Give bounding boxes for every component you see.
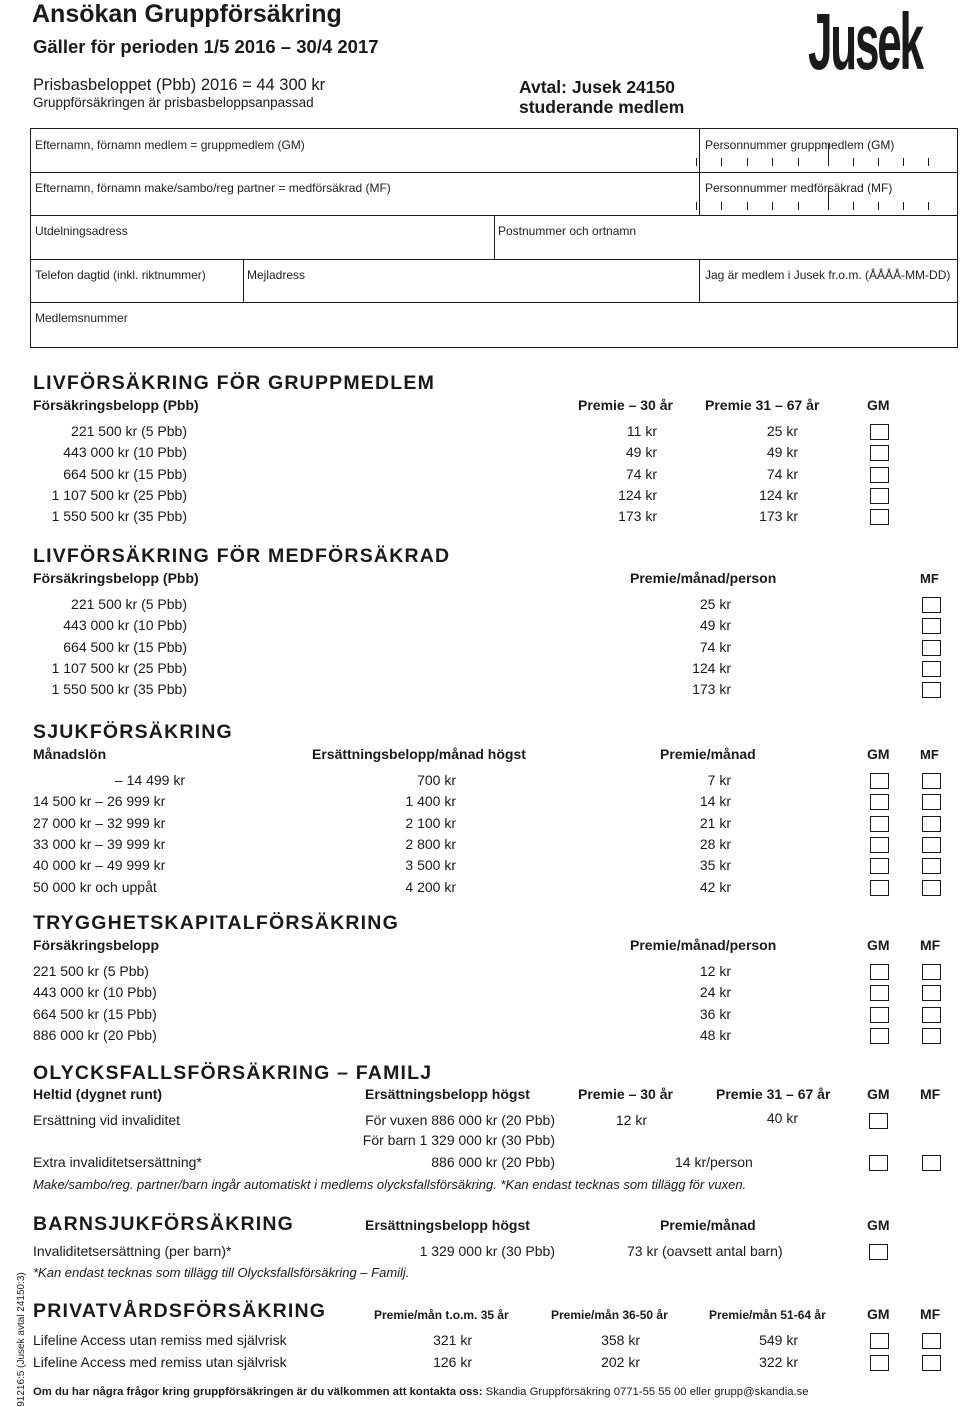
trygg-mf-checkbox[interactable] bbox=[922, 964, 941, 980]
sjuk-benefit: 4 200 kr bbox=[405, 878, 456, 895]
privat-col5: GM bbox=[867, 1306, 890, 1322]
sjuk-premie: 28 kr bbox=[699, 835, 731, 852]
page-title: Ansökan Gruppförsäkring bbox=[32, 0, 342, 28]
sjuk-mf-checkbox[interactable] bbox=[922, 794, 941, 810]
liv-gm-premie67: 25 kr bbox=[766, 423, 798, 439]
pnr-tick bbox=[928, 158, 929, 166]
pnr-tick bbox=[928, 202, 929, 210]
sjuk-salary: – 14 499 kr bbox=[114, 772, 185, 788]
trygg-premie: 12 kr bbox=[699, 963, 731, 979]
trygg-mf-checkbox[interactable] bbox=[922, 985, 941, 1001]
olycka-row2-mf-checkbox[interactable] bbox=[922, 1155, 941, 1171]
side-code: 91216:5 (Jusek avtal 24150:3) bbox=[15, 1272, 27, 1407]
member-name-field[interactable]: Efternamn, förnamn medlem = gruppmedlem (GM) bbox=[35, 138, 305, 152]
barn-row-premie: 73 kr (oavsett antal barn) bbox=[627, 1243, 783, 1259]
liv-gm-premie30: 74 kr bbox=[625, 465, 657, 482]
liv-gm-checkbox[interactable] bbox=[870, 467, 889, 483]
privat-premie35: 321 kr bbox=[433, 1332, 472, 1348]
olycka-row2-premie: 14 kr/person bbox=[675, 1154, 753, 1170]
section-title-liv-mf: LIVFÖRSÄKRING FÖR MEDFÖRSÄKRAD bbox=[33, 545, 451, 567]
barn-col3: Premie/månad bbox=[660, 1217, 756, 1233]
liv-mf-amount: 1 107 500 kr (25 Pbb) bbox=[51, 659, 187, 676]
liv-gm-col3: Premie 31 – 67 år bbox=[705, 397, 820, 413]
agreement-sub: studerande medlem bbox=[519, 97, 685, 117]
sjuk-benefit: 3 500 kr bbox=[405, 857, 456, 874]
sjuk-premie: 7 kr bbox=[707, 772, 731, 788]
liv-gm-premie67: 173 kr bbox=[759, 508, 798, 525]
trygg-gm-checkbox[interactable] bbox=[870, 1028, 889, 1044]
barn-col2: Ersättningsbelopp högst bbox=[365, 1217, 530, 1233]
olycka-col6: MF bbox=[920, 1086, 941, 1102]
olycka-row1-label: Ersättning vid invaliditet bbox=[33, 1112, 181, 1128]
liv-mf-checkbox[interactable] bbox=[922, 597, 941, 613]
trygg-amount: 221 500 kr (5 Pbb) bbox=[33, 963, 149, 979]
liv-mf-premie: 74 kr bbox=[699, 638, 731, 655]
trygg-amount: 443 000 kr (10 Pbb) bbox=[33, 984, 157, 1001]
sjuk-salary: 27 000 kr – 32 999 kr bbox=[33, 814, 166, 831]
sjuk-col2: Ersättningsbelopp/månad högst bbox=[312, 746, 526, 762]
liv-mf-checkbox[interactable] bbox=[922, 661, 941, 677]
trygg-col3: GM bbox=[867, 937, 890, 953]
pnr-tick bbox=[772, 202, 773, 210]
trygg-gm-checkbox[interactable] bbox=[870, 964, 889, 980]
privat-mf-checkbox[interactable] bbox=[922, 1355, 941, 1371]
olycka-col4: Premie 31 – 67 år bbox=[716, 1086, 831, 1102]
olycka-col3: Premie – 30 år bbox=[578, 1086, 673, 1102]
section-title-trygg: TRYGGHETSKAPITALFÖRSÄKRING bbox=[33, 912, 399, 934]
liv-mf-amount: 1 550 500 kr (35 Pbb) bbox=[51, 681, 187, 698]
liv-mf-premie: 124 kr bbox=[692, 659, 731, 676]
liv-mf-checkbox[interactable] bbox=[922, 618, 941, 634]
liv-mf-premie: 49 kr bbox=[699, 617, 731, 634]
liv-gm-amount: 1 107 500 kr (25 Pbb) bbox=[51, 486, 187, 503]
liv-gm-col2: Premie – 30 år bbox=[578, 397, 673, 413]
sjuk-mf-checkbox[interactable] bbox=[922, 880, 941, 896]
liv-mf-premie: 173 kr bbox=[692, 681, 731, 698]
trygg-col1: Försäkringsbelopp bbox=[33, 937, 160, 953]
sjuk-salary: 14 500 kr – 26 999 kr bbox=[33, 793, 166, 810]
jusek-logo: Jusek bbox=[808, 0, 922, 86]
contact-info: Skandia Gruppförsäkring 0771-55 55 00 eller grupp@skandia.se bbox=[482, 1386, 809, 1398]
liv-mf-premie: 25 kr bbox=[699, 596, 731, 612]
sjuk-mf-checkbox[interactable] bbox=[922, 816, 941, 832]
olycka-note: Make/sambo/reg. partner/barn ingår automatiskt i medlems olycksfallsförsäkring. *Kan endast tecknas som tillägg för vuxen. bbox=[33, 1177, 747, 1192]
pnr-tick bbox=[853, 202, 854, 210]
sjuk-col1: Månadslön bbox=[33, 746, 107, 762]
trygg-col2: Premie/månad/person bbox=[630, 937, 777, 953]
privat-col4: Premie/mån 51-64 år bbox=[709, 1308, 826, 1322]
pnr-tick bbox=[903, 202, 904, 210]
olycka-col5: GM bbox=[867, 1086, 890, 1102]
liv-gm-checkbox[interactable] bbox=[870, 424, 889, 440]
barn-col4: GM bbox=[867, 1217, 890, 1233]
pnr-tick bbox=[853, 158, 854, 166]
privat-gm-checkbox[interactable] bbox=[870, 1333, 889, 1349]
liv-gm-checkbox[interactable] bbox=[870, 445, 889, 461]
privat-premie50: 202 kr bbox=[601, 1353, 640, 1370]
sjuk-premie: 21 kr bbox=[699, 814, 731, 831]
trygg-gm-checkbox[interactable] bbox=[870, 985, 889, 1001]
olycka-row1-gm-checkbox[interactable] bbox=[869, 1113, 888, 1129]
olycka-col1: Heltid (dygnet runt) bbox=[33, 1086, 163, 1102]
liv-mf-col2: Premie/månad/person bbox=[630, 570, 777, 586]
olycka-row2-label: Extra invaliditetsersättning* bbox=[33, 1154, 202, 1170]
address-field[interactable]: Utdelningsadress bbox=[35, 224, 128, 238]
privat-mf-checkbox[interactable] bbox=[922, 1333, 941, 1349]
sjuk-premie: 14 kr bbox=[699, 793, 731, 810]
trygg-premie: 24 kr bbox=[699, 984, 731, 1001]
privat-premie50: 358 kr bbox=[601, 1332, 640, 1348]
pnr-tick bbox=[747, 202, 748, 210]
pnr-tick bbox=[772, 158, 773, 166]
sjuk-gm-checkbox[interactable] bbox=[870, 773, 889, 789]
trygg-gm-checkbox[interactable] bbox=[870, 1007, 889, 1023]
olycka-col2: Ersättningsbelopp högst bbox=[365, 1086, 530, 1102]
liv-gm-premie30: 124 kr bbox=[618, 486, 657, 503]
liv-gm-amount: 443 000 kr (10 Pbb) bbox=[63, 444, 187, 461]
sjuk-benefit: 2 800 kr bbox=[405, 835, 456, 852]
liv-gm-premie30: 49 kr bbox=[625, 444, 657, 461]
member-since-field[interactable]: Jag är medlem i Jusek fr.o.m. (ÅÅÅÅ-MM-DD) bbox=[705, 268, 951, 282]
privat-product: Lifeline Access med remiss utan självrisk bbox=[33, 1353, 287, 1370]
pnr-tick bbox=[903, 158, 904, 166]
liv-gm-premie30: 11 kr bbox=[626, 423, 657, 439]
pnr-tick bbox=[721, 158, 722, 166]
barn-gm-checkbox[interactable] bbox=[869, 1244, 888, 1260]
section-title-barn: BARNSJUKFÖRSÄKRING bbox=[33, 1213, 295, 1235]
privat-col3: Premie/mån 36-50 år bbox=[551, 1308, 668, 1322]
applicant-form bbox=[30, 128, 958, 348]
member-number-field[interactable]: Medlemsnummer bbox=[35, 311, 128, 325]
liv-gm-col1: Försäkringsbelopp (Pbb) bbox=[33, 397, 199, 413]
barn-row-label: Invaliditetsersättning (per barn)* bbox=[33, 1243, 232, 1259]
privat-premie64: 322 kr bbox=[759, 1353, 798, 1370]
pnr-tick bbox=[878, 158, 879, 166]
section-title-olycka: OLYCKSFALLSFÖRSÄKRING – FAMILJ bbox=[33, 1062, 433, 1084]
email-field[interactable]: Mejladress bbox=[247, 268, 306, 282]
barn-note: *Kan endast tecknas som tillägg till Olycksfallsförsäkring – Familj. bbox=[33, 1265, 410, 1280]
liv-mf-amount: 221 500 kr (5 Pbb) bbox=[71, 596, 187, 612]
liv-gm-premie30: 173 kr bbox=[618, 508, 657, 525]
pnr-tick bbox=[798, 202, 799, 210]
sjuk-gm-checkbox[interactable] bbox=[870, 858, 889, 874]
liv-gm-premie67: 74 kr bbox=[766, 465, 798, 482]
olycka-row1-premie67: 40 kr bbox=[766, 1110, 798, 1126]
pnr-tick bbox=[798, 158, 799, 166]
sjuk-gm-checkbox[interactable] bbox=[870, 837, 889, 853]
liv-gm-premie67: 124 kr bbox=[759, 486, 798, 503]
trygg-col4: MF bbox=[920, 937, 941, 953]
sjuk-premie: 42 kr bbox=[699, 878, 731, 895]
liv-gm-col4: GM bbox=[867, 397, 890, 413]
trygg-premie: 48 kr bbox=[699, 1026, 731, 1043]
olycka-row2-amount: 886 000 kr (20 Pbb) bbox=[431, 1154, 555, 1170]
pbb-text: Prisbasbeloppet (Pbb) 2016 = 44 300 kr bbox=[33, 76, 326, 94]
olycka-row1-adult: För vuxen 886 000 kr (20 Pbb) bbox=[365, 1112, 555, 1128]
liv-gm-premie67: 49 kr bbox=[766, 444, 798, 461]
pbb-note: Gruppförsäkringen är prisbasbeloppsanpassad bbox=[33, 95, 314, 110]
contact-bold: Om du har några frågor kring gruppförsäkringen är du välkommen att kontakta oss: bbox=[33, 1386, 483, 1398]
pnr-tick bbox=[696, 202, 697, 210]
sjuk-col5: MF bbox=[920, 747, 939, 762]
privat-premie35: 126 kr bbox=[433, 1353, 472, 1370]
olycka-row1-premie30: 12 kr bbox=[615, 1112, 647, 1128]
liv-mf-checkbox[interactable] bbox=[922, 640, 941, 656]
liv-gm-amount: 1 550 500 kr (35 Pbb) bbox=[51, 508, 187, 525]
sjuk-gm-checkbox[interactable] bbox=[870, 794, 889, 810]
barn-row-amount: 1 329 000 kr (30 Pbb) bbox=[419, 1243, 555, 1259]
sjuk-mf-checkbox[interactable] bbox=[922, 858, 941, 874]
liv-mf-amount: 443 000 kr (10 Pbb) bbox=[63, 617, 187, 634]
sjuk-premie: 35 kr bbox=[699, 857, 731, 874]
liv-mf-amount: 664 500 kr (15 Pbb) bbox=[63, 638, 187, 655]
sjuk-benefit: 2 100 kr bbox=[405, 814, 456, 831]
privat-col6: MF bbox=[920, 1306, 941, 1322]
period-subtitle: Gäller för perioden 1/5 2016 – 30/4 2017 bbox=[33, 36, 379, 57]
privat-premie64: 549 kr bbox=[759, 1332, 798, 1348]
sjuk-col3: Premie/månad bbox=[660, 746, 756, 762]
sjuk-salary: 40 000 kr – 49 999 kr bbox=[33, 857, 166, 874]
pnr-tick bbox=[696, 158, 697, 166]
agreement-label: Avtal: Jusek 24150 bbox=[519, 77, 675, 97]
member-pnr-field[interactable]: Personnummer gruppmedlem (GM) bbox=[705, 138, 895, 152]
olycka-row1-child: För barn 1 329 000 kr (30 Pbb) bbox=[362, 1132, 555, 1148]
partner-name-field[interactable]: Efternamn, förnamn make/sambo/reg partner = medförsäkrad (MF) bbox=[35, 181, 391, 195]
sjuk-mf-checkbox[interactable] bbox=[922, 773, 941, 789]
pnr-divider bbox=[828, 144, 829, 166]
liv-mf-checkbox[interactable] bbox=[922, 682, 941, 698]
sjuk-gm-checkbox[interactable] bbox=[870, 816, 889, 832]
liv-gm-checkbox[interactable] bbox=[870, 488, 889, 504]
trygg-amount: 886 000 kr (20 Pbb) bbox=[33, 1026, 157, 1043]
liv-gm-amount: 221 500 kr (5 Pbb) bbox=[71, 423, 187, 439]
phone-field[interactable]: Telefon dagtid (inkl. riktnummer) bbox=[35, 268, 206, 282]
privat-col2: Premie/mån t.o.m. 35 år bbox=[374, 1308, 509, 1322]
pnr-tick bbox=[878, 202, 879, 210]
trygg-premie: 36 kr bbox=[699, 1005, 731, 1022]
sjuk-salary: 50 000 kr och uppåt bbox=[33, 878, 157, 895]
section-title-liv-gm: LIVFÖRSÄKRING FÖR GRUPPMEDLEM bbox=[33, 372, 436, 394]
sjuk-mf-checkbox[interactable] bbox=[922, 837, 941, 853]
pnr-tick bbox=[721, 202, 722, 210]
liv-gm-checkbox[interactable] bbox=[870, 509, 889, 525]
sjuk-gm-checkbox[interactable] bbox=[870, 880, 889, 896]
section-title-sjuk: SJUKFÖRSÄKRING bbox=[33, 721, 233, 743]
contact-footer bbox=[33, 1386, 809, 1398]
postal-field[interactable]: Postnummer och ortnamn bbox=[498, 224, 637, 238]
trygg-mf-checkbox[interactable] bbox=[922, 1007, 941, 1023]
trygg-mf-checkbox[interactable] bbox=[922, 1028, 941, 1044]
privat-gm-checkbox[interactable] bbox=[870, 1355, 889, 1371]
pnr-tick bbox=[747, 158, 748, 166]
olycka-row2-gm-checkbox[interactable] bbox=[869, 1155, 888, 1171]
sjuk-benefit: 700 kr bbox=[417, 772, 456, 788]
privat-product: Lifeline Access utan remiss med självrisk bbox=[33, 1332, 287, 1348]
liv-gm-amount: 664 500 kr (15 Pbb) bbox=[63, 465, 187, 482]
liv-mf-col1: Försäkringsbelopp (Pbb) bbox=[33, 570, 199, 586]
trygg-amount: 664 500 kr (15 Pbb) bbox=[33, 1005, 157, 1022]
sjuk-benefit: 1 400 kr bbox=[405, 793, 456, 810]
sjuk-col4: GM bbox=[867, 746, 890, 762]
partner-pnr-field[interactable]: Personnummer medförsäkrad (MF) bbox=[705, 181, 893, 195]
pnr-divider bbox=[828, 188, 829, 210]
sjuk-salary: 33 000 kr – 39 999 kr bbox=[33, 835, 166, 852]
liv-mf-col3: MF bbox=[920, 571, 939, 586]
section-title-privat: PRIVATVÅRDSFÖRSÄKRING bbox=[33, 1300, 327, 1322]
